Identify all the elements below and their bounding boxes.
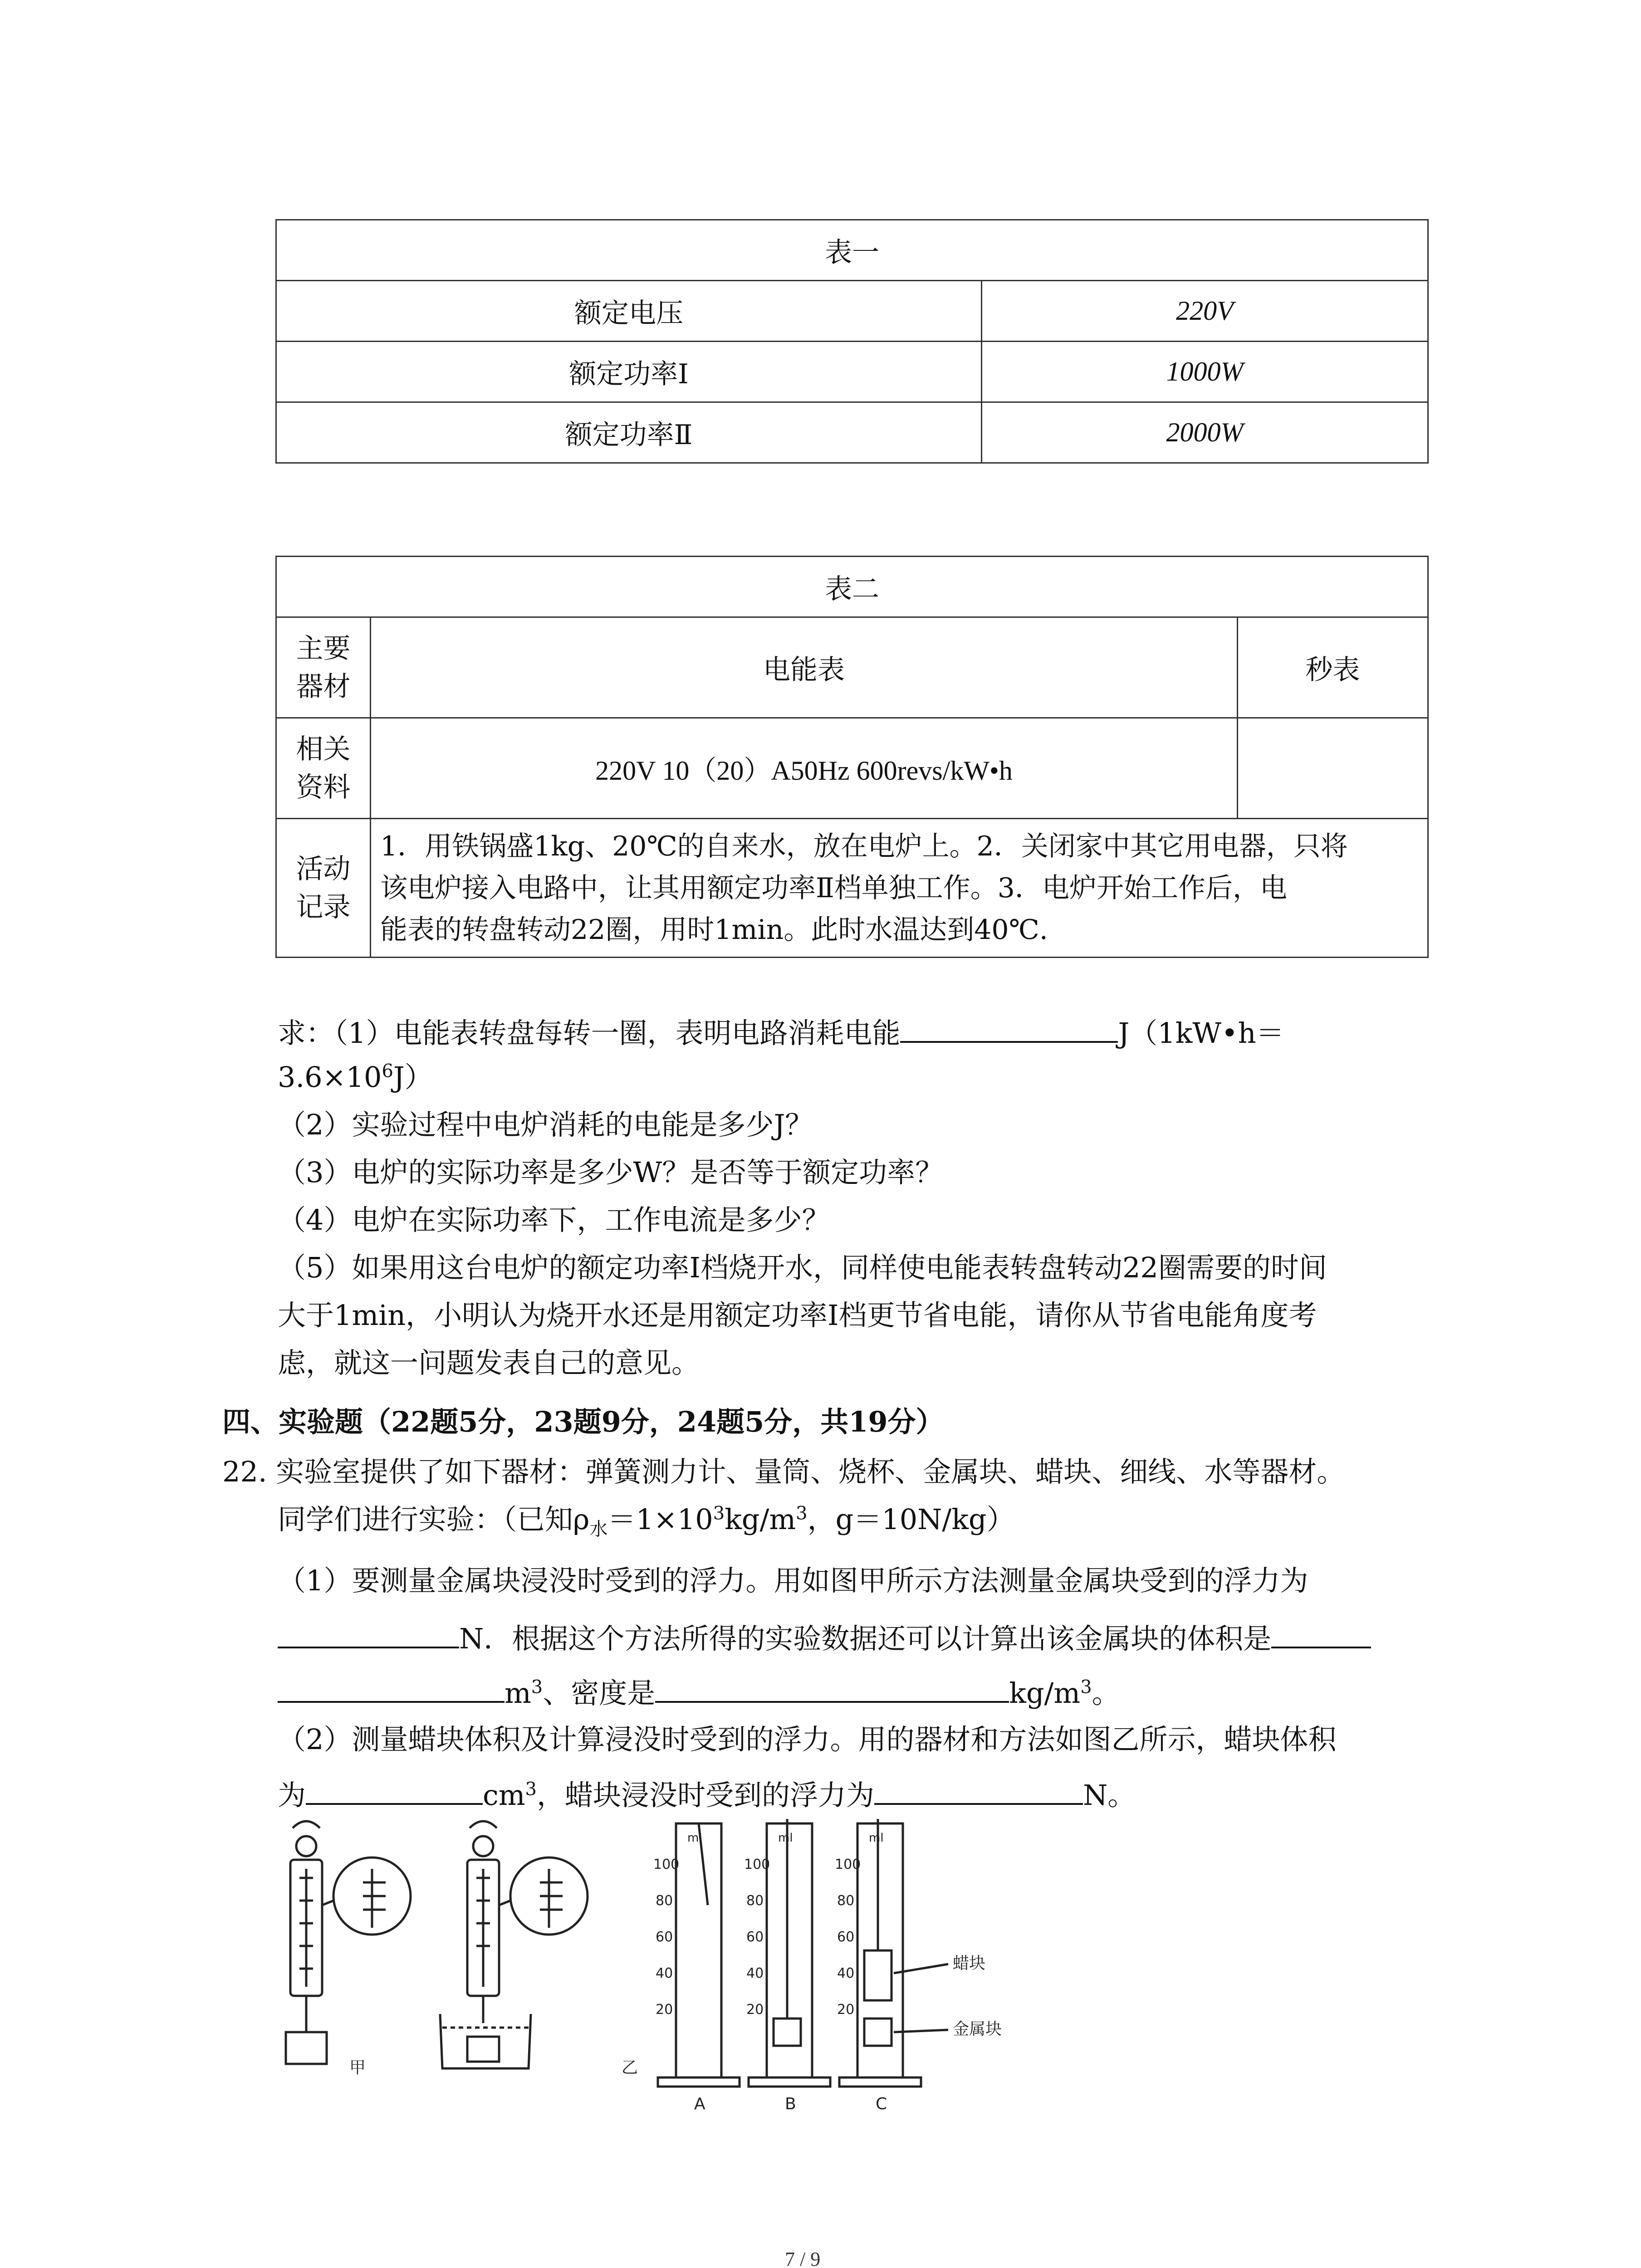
page-number: 7 / 9	[785, 2248, 821, 2268]
scale-a-60: 60	[656, 1929, 673, 1945]
q22-line2-sup2: 3	[796, 1503, 808, 1524]
experiment-figure	[268, 1814, 1411, 2123]
q22-p1-line2-text: N．根据这个方法所得的实验数据还可以计算出该金属块的体积是	[459, 1622, 1272, 1655]
table-two-record	[371, 819, 1428, 958]
table-two-record-line3: 能表的转盘转动22圈，用时1min。此时水温达到40℃.	[380, 914, 1048, 946]
table-one-label-voltage: 额定电压	[276, 281, 982, 342]
scale-c-20: 20	[837, 2002, 855, 2018]
spring-scale-in-air	[286, 1821, 411, 2064]
scale-a-100: 100	[653, 1857, 680, 1872]
q22-p1-line3-b: 、密度是	[543, 1677, 656, 1710]
q22-p2-line2-b: cm	[483, 1779, 525, 1812]
table-one-label-power2: 额定功率Ⅱ	[276, 402, 982, 463]
figure-label-jia: 甲	[349, 2058, 366, 2077]
cylinder-b-unit: ml	[778, 1831, 793, 1845]
q22-line2-d: ，g＝10N/kg）	[807, 1503, 1015, 1536]
answer-blank-buoyancy[interactable]	[278, 1615, 459, 1648]
q21-sub5-line2: 大于1min，小明认为烧开水还是用额定功率Ⅰ档更节省电能，请你从节省电能角度考	[278, 1299, 1317, 1332]
q22-line2-a: 同学们进行实验：（已知ρ	[278, 1503, 590, 1536]
q22-p2-line2-sup: 3	[525, 1779, 537, 1800]
figure-label-yi: 乙	[622, 2058, 638, 2077]
table-two-label-record	[276, 819, 371, 958]
q22-p2-line2-d: N。	[1083, 1779, 1136, 1812]
cylinder-a-unit: ml	[687, 1831, 702, 1845]
q22-line2-sup: 3	[713, 1503, 725, 1524]
scale-c-80: 80	[837, 1893, 855, 1909]
q21-line2-exponent: 6	[382, 1061, 393, 1082]
q21-line1-unit: J（1kW•h＝	[1118, 1017, 1284, 1050]
q22-line2-b: ＝1×10	[607, 1503, 713, 1536]
q22-p1-line3-sup: 3	[531, 1677, 543, 1698]
scale-a-40: 40	[656, 1965, 673, 1981]
q21-line2-text: 3.6×10	[278, 1061, 382, 1094]
q22-p2-line1: （2）测量蜡块体积及计算浸没时受到的浮力。用的器材和方法如图乙所示，蜡块体积	[278, 1723, 1337, 1756]
table-two-meter: 电能表	[371, 617, 1238, 718]
section-four-heading: 四、实验题（22题5分，23题9分，24题5分，共19分）	[222, 1405, 944, 1438]
metal-block-label: 金属块	[953, 2020, 1002, 2038]
q22-p1-line2	[278, 1615, 1371, 1659]
q21-sub5-line3: 虑，就这一问题发表自己的意见。	[278, 1346, 700, 1379]
table-one	[275, 219, 1429, 464]
q22-p1-line3-d: 。	[1092, 1677, 1120, 1710]
q21-sub3: （3）电炉的实际功率是多少W？是否等于额定功率？	[278, 1156, 944, 1189]
table-two-record-line2: 该电炉接入电路中，让其用额定功率Ⅱ档单独工作。3．电炉开始工作后，电	[380, 872, 1287, 904]
table-two-meter-spec: 220V 10（20）A50Hz 600revs/kW•h	[371, 718, 1238, 819]
q22-line2-sub: 水	[589, 1519, 608, 1540]
answer-blank-wax-buoyancy[interactable]	[874, 1771, 1083, 1805]
cylinder-c-unit: ml	[869, 1831, 884, 1845]
q21-sub2: （2）实验过程中电炉消耗的电能是多少J？	[278, 1108, 813, 1141]
table-two-record-line1: 1．用铁锅盛1kg、20℃的自来水，放在电炉上。2．关闭家中其它用电器，只将	[380, 830, 1348, 862]
cylinder-label-a: A	[694, 2095, 705, 2113]
cylinder-label-c: C	[876, 2095, 887, 2113]
table-one-value-power2: 2000W	[982, 402, 1428, 463]
q21-line1	[278, 1009, 1284, 1054]
q22-p2-line2-c: ，蜡块浸没时受到的浮力为	[536, 1779, 874, 1812]
q22-p1-line1: （1）要测量金属块浸没时受到的浮力。用如图甲所示方法测量金属块受到的浮力为	[278, 1564, 1308, 1597]
q22-p1-line3-a: m	[505, 1677, 531, 1710]
answer-blank-wax-volume[interactable]	[306, 1771, 483, 1805]
table-two-title: 表二	[276, 557, 1428, 617]
q22-p1-line3	[278, 1669, 1120, 1714]
scale-b-80: 80	[746, 1893, 764, 1909]
q22-p2-line2-a: 为	[278, 1779, 306, 1812]
q21-line1-text: 求：（1）电能表转盘每转一圈，表明电路消耗电能	[278, 1017, 901, 1050]
scale-b-20: 20	[746, 2002, 764, 2018]
answer-blank-volume[interactable]	[278, 1669, 505, 1703]
q22-line2	[278, 1499, 1015, 1540]
scale-b-100: 100	[744, 1857, 770, 1872]
scale-a-20: 20	[656, 2002, 673, 2018]
table-two-label-data	[276, 718, 371, 819]
q22-p1-line3-sup2: 3	[1080, 1677, 1092, 1698]
table-one-label-power1: 额定功率Ⅰ	[276, 342, 982, 402]
table-two-stopwatch: 秒表	[1238, 617, 1428, 718]
table-one-title: 表一	[276, 220, 1428, 281]
table-two-label-equipment	[276, 617, 371, 718]
answer-blank-energy-per-rev[interactable]	[900, 1009, 1118, 1043]
answer-blank-volume-part1[interactable]	[1271, 1615, 1371, 1648]
q22-line1: 22. 实验室提供了如下器材：弹簧测力计、量筒、烧杯、金属块、蜡块、细线、水等器材。	[222, 1455, 1345, 1488]
scale-a-80: 80	[656, 1893, 673, 1909]
table-two-label-record-text: 活动记录	[296, 853, 351, 923]
scale-c-40: 40	[837, 1965, 855, 1981]
table-two	[275, 556, 1429, 958]
table-two-label-equipment-text: 主要器材	[296, 632, 351, 703]
scale-b-40: 40	[746, 1965, 764, 1981]
table-two-label-data-text: 相关资料	[296, 733, 351, 803]
q22-p2-line2	[278, 1771, 1136, 1816]
cylinder-label-b: B	[785, 2095, 796, 2113]
scale-c-100: 100	[835, 1857, 861, 1872]
spring-scale-in-water	[440, 1821, 588, 2068]
q21-sub4: （4）电炉在实际功率下，工作电流是多少？	[278, 1203, 830, 1237]
q21-sub5-line1: （5）如果用这台电炉的额定功率Ⅰ档烧开水，同样使电能表转盘转动22圈需要的时间	[278, 1251, 1327, 1284]
scale-c-60: 60	[837, 1929, 855, 1945]
scale-b-60: 60	[746, 1929, 764, 1945]
q21-line2-end: J）	[393, 1061, 433, 1094]
q22-p1-line3-c: kg/m	[1009, 1677, 1081, 1710]
q22-line2-c: kg/m	[725, 1503, 796, 1536]
q21-line2	[278, 1057, 433, 1098]
wax-block-label: 蜡块	[953, 1954, 986, 1973]
table-one-value-voltage: 220V	[982, 281, 1428, 342]
table-two-empty-cell	[1238, 718, 1428, 819]
answer-blank-density[interactable]	[655, 1669, 1009, 1703]
table-one-value-power1: 1000W	[982, 342, 1428, 402]
